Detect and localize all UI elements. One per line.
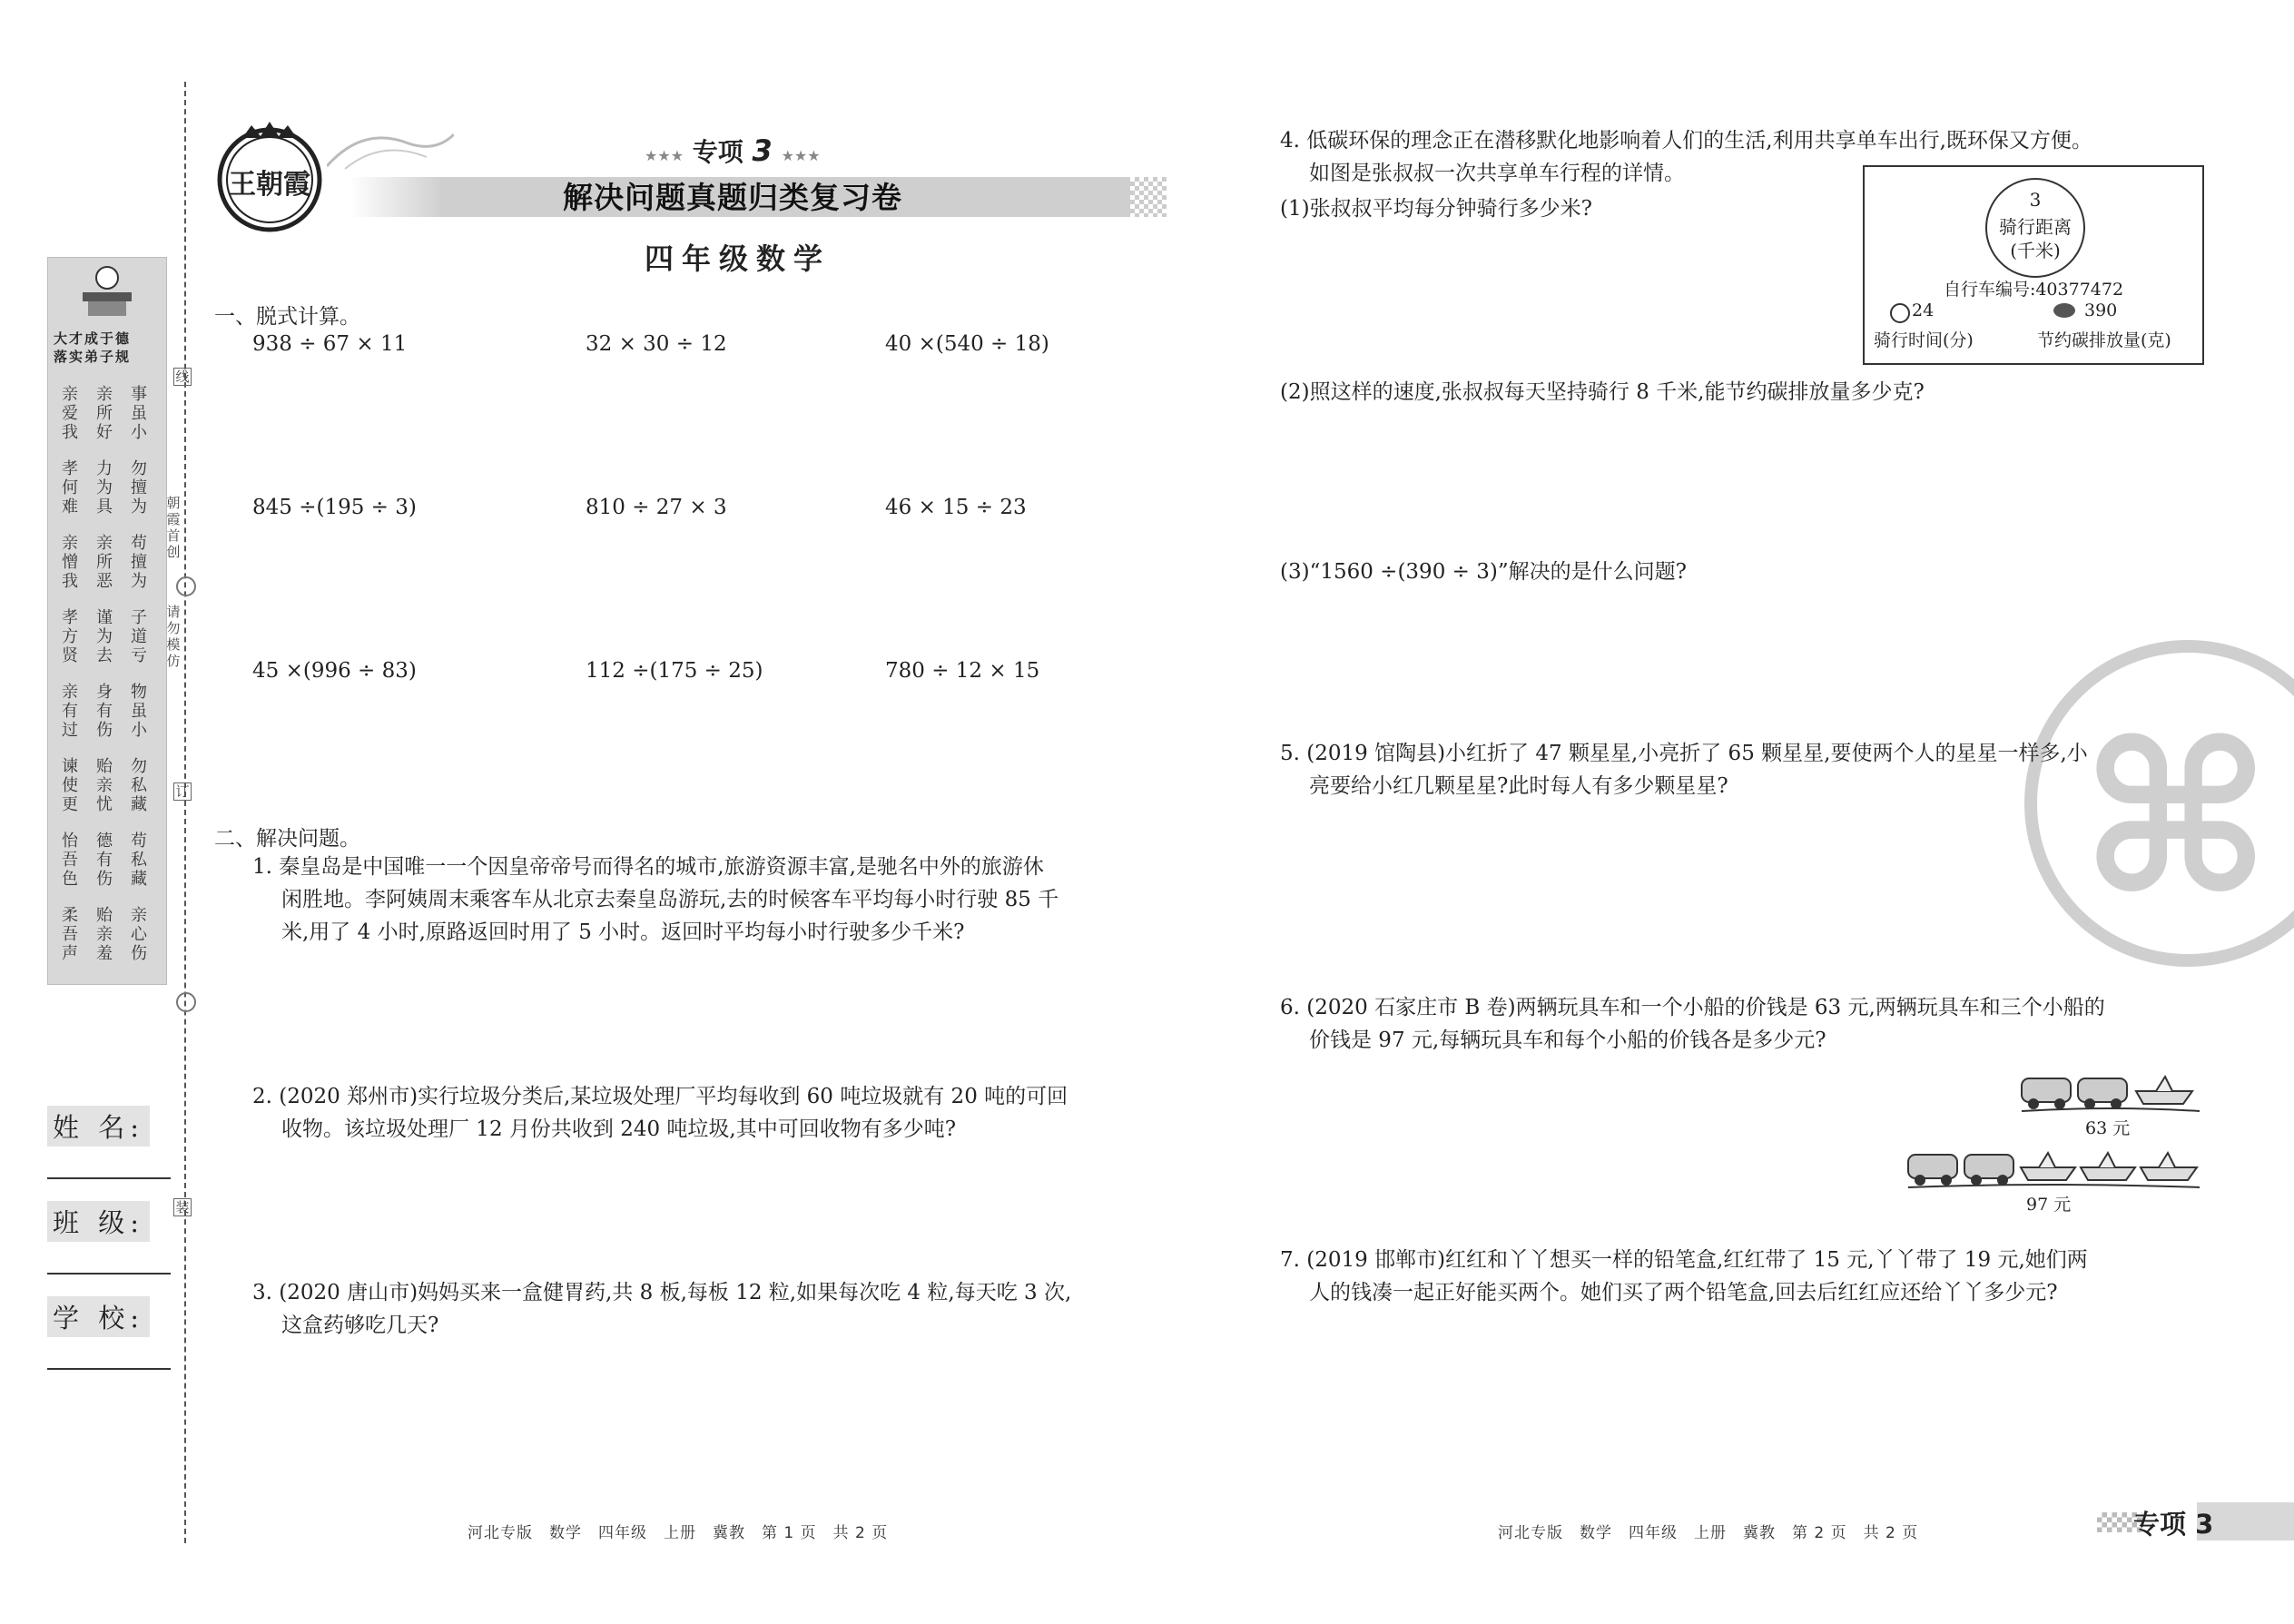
calc-1-3: 40 ×(540 ÷ 18)	[885, 332, 1049, 356]
motto-column: 亲 心 伤	[131, 906, 147, 963]
motto-head-1: 大才成于德	[54, 330, 132, 347]
stars-left: ★★★	[645, 147, 684, 164]
question-3-line: 3. (2020 唐山市)妈妈买来一盒健胃药,共 8 板,每板 12 粒,如果每次吃 4 粒,每天吃 3 次,	[252, 1281, 1072, 1304]
ribbon-decoration	[327, 116, 454, 171]
distance-unit: (千米)	[2010, 240, 2061, 261]
ring-icon	[176, 992, 196, 1012]
ring-icon	[176, 576, 196, 596]
question-7-line: 人的钱凑一起正好能买两个。她们买了两个铅笔盒,回去后红红应还给丫丫多少元?	[1309, 1281, 2058, 1304]
bike-id: 自行车编号:40377472	[1943, 280, 2124, 300]
grade-subject: 四年级数学	[645, 241, 832, 276]
motto-panel	[47, 257, 167, 985]
question-6	[1280, 991, 2105, 1057]
motto-column: 亲 所 好	[96, 385, 113, 442]
motto-column: 孝 方 贤	[62, 608, 78, 665]
question-7-line: 7. (2019 邯郸市)红红和丫丫想买一样的铅笔盒,红红带了 15 元,丫丫带了 19 元,她们两	[1280, 1248, 2088, 1272]
question-6-line: 价钱是 97 元,每辆玩具车和每个小船的价钱各是多少元?	[1309, 1029, 1826, 1052]
calc-3-1: 45 ×(996 ÷ 83)	[252, 659, 417, 683]
question-4-part-1: (1)张叔叔平均每分钟骑行多少米?	[1280, 197, 1592, 221]
brand-logo	[211, 118, 329, 236]
question-2	[252, 1080, 1068, 1146]
question-4-line: 如图是张叔叔一次共享单车行程的详情。	[1309, 162, 1685, 185]
vertical-note-2: 请 勿 模 仿	[166, 604, 181, 669]
calc-3-2: 112 ÷(175 ÷ 25)	[586, 659, 763, 683]
question-1-line: 闲胜地。李阿姨周末乘客车从北京去秦皇岛游玩,去的时候客车平均每小时行驶 85 千	[281, 888, 1059, 911]
motto-column: 苟 私 藏	[131, 832, 147, 889]
motto-column: 德 有 伤	[96, 832, 113, 889]
question-4-line: 4. 低碳环保的理念正在潜移默化地影响着人们的生活,利用共享单车出行,既环保又方便。	[1280, 129, 2092, 153]
motto-column: 力 为 具	[96, 459, 113, 517]
motto-column: 亲 所 恶	[96, 534, 113, 591]
calc-3-3: 780 ÷ 12 × 15	[885, 659, 1040, 683]
question-5-line: 亮要给小红几颗星星?此时每人有多少颗星星?	[1309, 774, 1728, 798]
footer-right: 河北专版 数学 四年级 上册 冀教 第 2 页 共 2 页	[1498, 1524, 1919, 1542]
motto-column: 亲 憎 我	[62, 534, 78, 591]
motto-column: 身 有 伤	[96, 683, 113, 740]
question-5	[1280, 737, 2088, 802]
cut-mark-order: 订	[173, 782, 192, 801]
carbon-label: 节约碳排放量(克)	[2037, 330, 2171, 350]
stars-right: ★★★	[781, 147, 821, 164]
page-tag-text: 专项 3	[2133, 1509, 2214, 1540]
motto-column: 物 虽 小	[131, 683, 147, 740]
cut-mark-line: 线	[173, 368, 192, 386]
motto-column: 孝 何 难	[62, 459, 78, 517]
series-number: 3	[752, 133, 773, 168]
question-4-part-3: (3)“1560 ÷(390 ÷ 3)”解决的是什么问题?	[1280, 560, 1687, 584]
price-figure-1	[2020, 1069, 2201, 1138]
motto-column: 勿 私 藏	[131, 757, 147, 814]
paper-title: 解决问题真题归类复习卷	[563, 180, 902, 215]
motto-column: 勿 擅 为	[131, 459, 147, 517]
watermark-glyph: ⌘	[2079, 699, 2273, 941]
question-1-line: 米,用了 4 小时,原路返回时用了 5 小时。返回时平均每小时行驶多少千米?	[281, 920, 965, 944]
school-field[interactable]	[47, 1368, 171, 1370]
clock-icon	[1890, 303, 1910, 323]
cut-mark-bind: 装	[173, 1198, 192, 1216]
distance-label: 骑行距离	[1999, 216, 2072, 238]
motto-column: 子 道 亏	[131, 608, 147, 665]
question-3	[252, 1276, 1071, 1342]
section-2-heading: 二、解决问题。	[214, 827, 360, 851]
footer-left: 河北专版 数学 四年级 上册 冀教 第 1 页 共 2 页	[468, 1524, 889, 1542]
question-5-line: 5. (2019 馆陶县)小红折了 47 颗星星,小亮折了 65 颗星星,要使两个人的星星一样多,小	[1280, 742, 2088, 765]
calc-1-1: 938 ÷ 67 × 11	[252, 332, 408, 356]
question-2-line: 收物。该垃圾处理厂 12 月份共收到 240 吨垃圾,其中可回收物有多少吨?	[281, 1117, 957, 1141]
vertical-note-1: 朝 霞 首 创	[166, 495, 181, 560]
question-4-part-2: (2)照这样的速度,张叔叔每天坚持骑行 8 千米,能节约碳排放量多少克?	[1280, 380, 1925, 404]
ride-time-value: 24	[1912, 300, 1935, 320]
motto-column: 谏 使 更	[62, 757, 78, 814]
question-6-line: 6. (2020 石家庄市 B 卷)两辆玩具车和一个小船的价钱是 63 元,两辆玩具车和三个小船的	[1280, 996, 2105, 1019]
distance-value: 3	[2029, 189, 2042, 211]
motto-column: 苟 擅 为	[131, 534, 147, 591]
question-1-line: 1. 秦皇岛是中国唯一一个因皇帝帝号而得名的城市,旅游资源丰富,是驰名中外的旅游休	[252, 855, 1044, 879]
motto-column: 亲 有 过	[62, 683, 78, 740]
series-label	[645, 133, 821, 169]
leaf-icon	[2053, 303, 2075, 318]
question-7	[1280, 1244, 2088, 1309]
motto-column: 事 虽 小	[131, 385, 147, 442]
question-1	[252, 851, 1058, 949]
binding-dashed-line	[184, 82, 186, 1543]
motto-column: 怡 吾 色	[62, 832, 78, 889]
ride-info-card	[1863, 165, 2204, 365]
section-1-heading: 一、脱式计算。	[214, 305, 360, 329]
class-field[interactable]	[47, 1273, 171, 1275]
name-field[interactable]	[47, 1177, 171, 1179]
calc-2-2: 810 ÷ 27 × 3	[586, 496, 727, 519]
price-label-97: 97 元	[2026, 1195, 2072, 1215]
scholar-figure	[74, 263, 141, 320]
question-2-line: 2. (2020 郑州市)实行垃圾分类后,某垃圾处理厂平均每收到 60 吨垃圾就有 20 吨的可回	[252, 1085, 1068, 1108]
logo-text: 王朝霞	[229, 169, 310, 201]
motto-column: 谨 为 去	[96, 608, 113, 665]
motto-column: 贻 亲 忧	[96, 757, 113, 814]
checker-decoration	[1130, 177, 1167, 217]
calc-2-1: 845 ÷(195 ÷ 3)	[252, 496, 417, 519]
question-3-line: 这盒药够吃几天?	[281, 1314, 439, 1337]
price-figure-2	[1906, 1146, 2201, 1215]
name-label: 姓 名:	[47, 1106, 150, 1147]
motto-column: 亲 爱 我	[62, 385, 78, 442]
class-label: 班 级:	[47, 1201, 150, 1242]
motto-column: 柔 吾 声	[62, 906, 78, 963]
carbon-value: 390	[2084, 300, 2118, 320]
price-label-63: 63 元	[2085, 1118, 2131, 1138]
calc-2-3: 46 × 15 ÷ 23	[885, 496, 1027, 519]
calc-1-2: 32 × 30 ÷ 12	[586, 332, 727, 356]
series-text: 专项	[692, 137, 743, 167]
motto-head-2: 落实弟子规	[54, 349, 132, 365]
ride-time-label: 骑行时间(分)	[1874, 330, 1974, 350]
motto-column: 贻 亲 羞	[96, 906, 113, 963]
school-label: 学 校:	[47, 1296, 150, 1337]
